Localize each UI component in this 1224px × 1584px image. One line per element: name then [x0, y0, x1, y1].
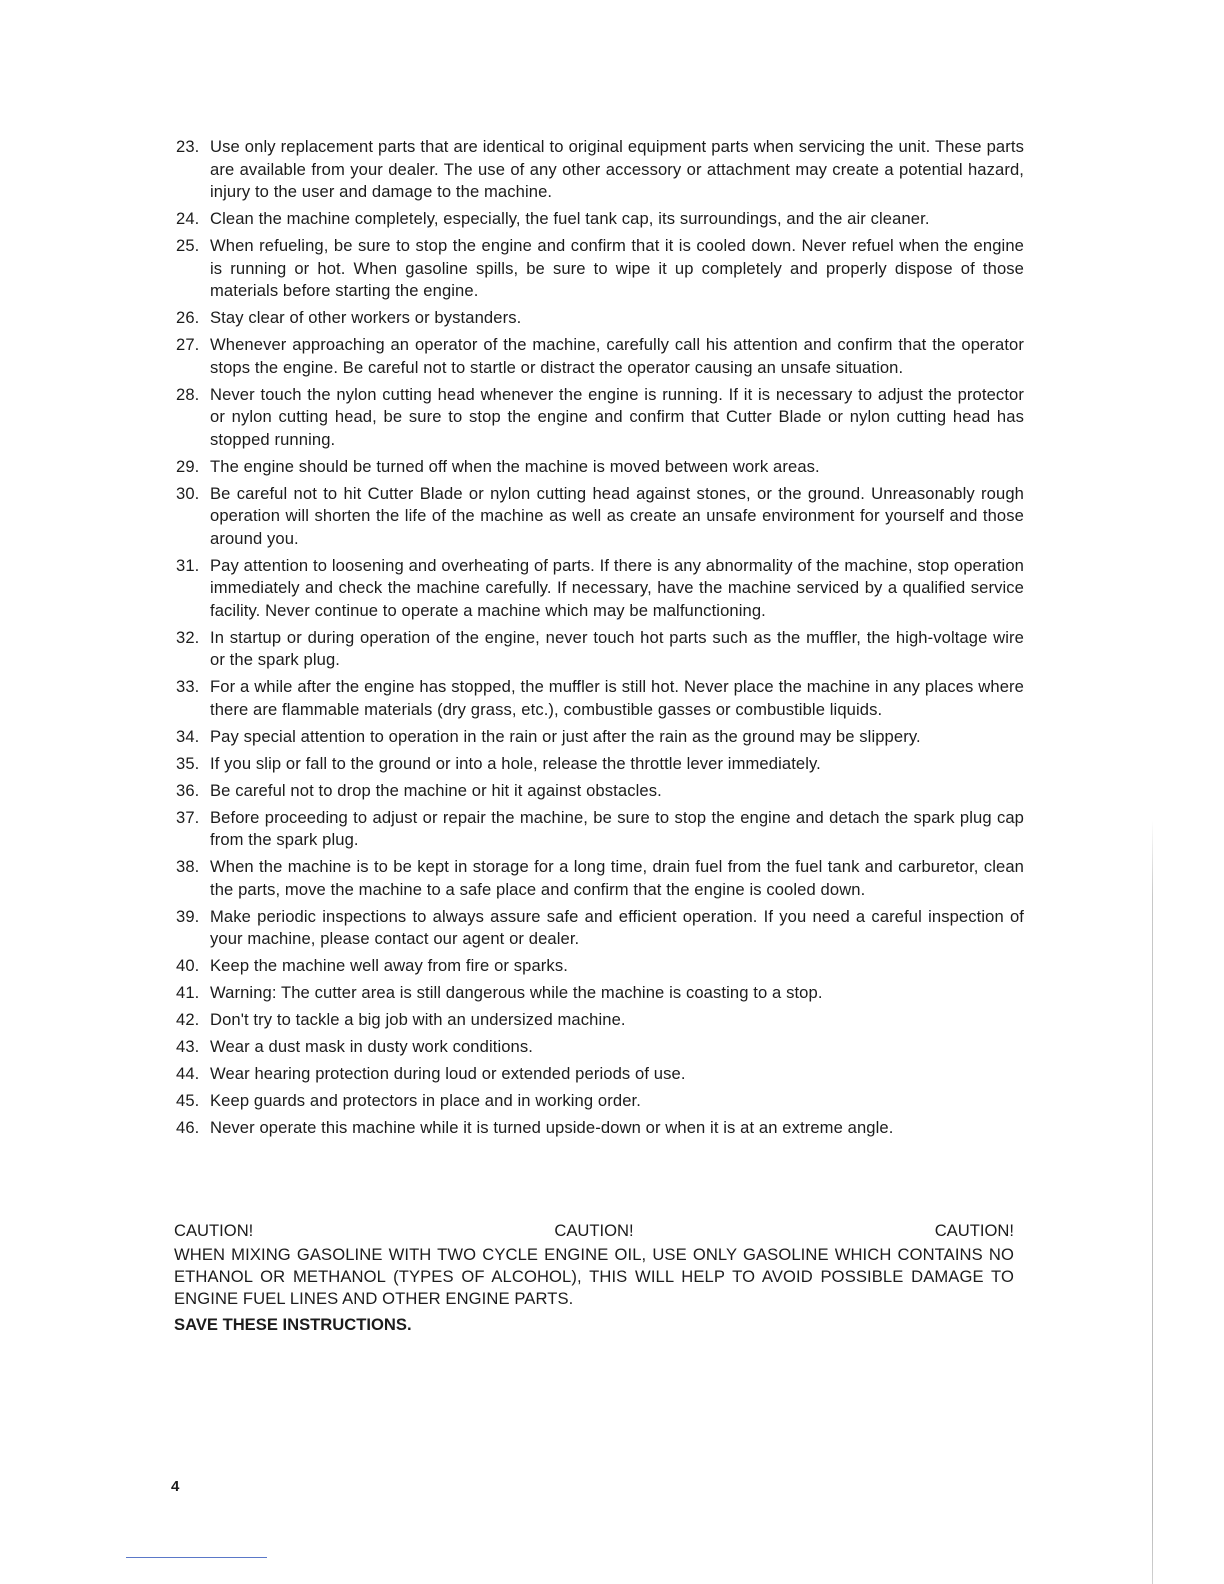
list-item [176, 780, 1024, 803]
item-text: Keep the machine well away from fire or sparks. [210, 956, 568, 975]
item-text: Pay attention to loosening and overheating of parts. If there is any abnormality of the machine, stop operation immediately and check the machine carefully. If necessary, have the machine serviced by a qualified service facility. Never continue to operate a machine which may be malfunctioning. [210, 555, 1024, 620]
item-number: 38. [176, 857, 200, 876]
item-text: Wear hearing protection during loud or extended periods of use. [210, 1064, 686, 1083]
list-item [176, 1063, 1024, 1086]
item-number: 41. [176, 983, 200, 1002]
item-text: Stay clear of other workers or bystanders. [210, 308, 522, 327]
list-item [176, 456, 1024, 479]
item-text: Never touch the nylon cutting head whenever the engine is running. If it is necessary to adjust the protector or nylon cutting head, be sure to stop the engine and confirm that Cutter Blade or nylon cutting head has stopped running. [210, 384, 1024, 449]
item-number: 29. [176, 456, 200, 476]
caution-heading-row [174, 1218, 1014, 1244]
list-item [176, 208, 1024, 231]
item-text: For a while after the engine has stopped, the muffler is still hot. Never place the machine in any places where there are flammable materials (dry grass, etc.), combustible gasses or combustible liquids. [210, 677, 1024, 719]
scan-edge-line [1152, 820, 1153, 1584]
item-number: 30. [176, 483, 200, 503]
item-text: When refueling, be sure to stop the engine and confirm that it is cooled down. Never refuel when the engine is running or hot. When gasoline spills, be sure to wipe it up completely and properly dispose of those materials before starting the engine. [210, 236, 1024, 300]
item-text: Clean the machine completely, especially, the fuel tank cap, its surroundings, and the air cleaner. [210, 209, 930, 228]
list-item [176, 1117, 1024, 1140]
item-number: 27. [176, 335, 200, 354]
list-item [176, 753, 1024, 776]
caution-label: CAUTION! [554, 1221, 634, 1240]
item-text: Keep guards and protectors in place and in working order. [210, 1091, 641, 1110]
item-number: 34. [176, 726, 200, 746]
item-text: Use only replacement parts that are identical to original equipment parts when servicing the unit. These parts are available from your dealer. The use of any other accessory or attachment may create a potential hazard, injury to the user and damage to the machine. [210, 137, 1024, 201]
list-item [176, 676, 1024, 721]
item-text: If you slip or fall to the ground or into a hole, release the throttle lever immediately. [210, 753, 821, 773]
item-text: Make periodic inspections to always assure safe and efficient operation. If you need a careful inspection of your machine, please contact our agent or dealer. [210, 906, 1024, 948]
list-item [176, 906, 1024, 951]
safety-instructions-list [176, 136, 1024, 1144]
list-item [176, 807, 1024, 852]
item-text: Never operate this machine while it is turned upside-down or when it is at an extreme angle. [210, 1118, 894, 1137]
save-instructions-heading: SAVE THESE INSTRUCTIONS. [174, 1315, 412, 1334]
list-item [176, 307, 1024, 330]
item-number: 25. [176, 236, 200, 255]
list-item [176, 555, 1024, 623]
item-text: Wear a dust mask in dusty work conditions. [210, 1037, 533, 1056]
item-number: 28. [176, 384, 200, 404]
list-item [176, 982, 1024, 1005]
item-text: When the machine is to be kept in storage for a long time, drain fuel from the fuel tank and carburetor, clean the parts, move the machine to a safe place and confirm that the engine is cooled down. [210, 857, 1024, 899]
list-item [176, 627, 1024, 672]
item-number: 35. [176, 753, 200, 773]
item-number: 44. [176, 1064, 200, 1083]
item-number: 40. [176, 956, 200, 975]
item-text: Warning: The cutter area is still dangerous while the machine is coasting to a stop. [210, 983, 823, 1002]
item-number: 33. [176, 677, 200, 696]
item-number: 36. [176, 780, 200, 800]
item-number: 26. [176, 308, 200, 327]
item-text: Don't try to tackle a big job with an undersized machine. [210, 1010, 626, 1029]
caution-label: CAUTION! [934, 1221, 1014, 1240]
item-number: 23. [176, 137, 200, 156]
item-text: In startup or during operation of the engine, never touch hot parts such as the muffler, the high-voltage wire or the spark plug. [210, 627, 1024, 669]
item-number: 43. [176, 1037, 200, 1056]
list-item [176, 955, 1024, 978]
caution-label: CAUTION! [174, 1221, 254, 1240]
item-text: Be careful not to hit Cutter Blade or nylon cutting head against stones, or the ground. Unreasonably rough operation will shorten the life of the machine as well as create an unsafe environment for yourself and those around you. [210, 483, 1024, 548]
list-item [176, 483, 1024, 551]
item-number: 45. [176, 1091, 200, 1110]
list-item [176, 136, 1024, 204]
list-item [176, 1036, 1024, 1059]
item-number: 24. [176, 209, 200, 228]
item-text: The engine should be turned off when the machine is moved between work areas. [210, 456, 820, 476]
caution-block [174, 1218, 1014, 1336]
item-text: Be careful not to drop the machine or hit it against obstacles. [210, 780, 662, 800]
item-number: 31. [176, 555, 200, 575]
item-number: 46. [176, 1118, 200, 1137]
item-text: Before proceeding to adjust or repair the machine, be sure to stop the engine and detach the spark plug cap from the spark plug. [210, 807, 1024, 849]
list-item [176, 334, 1024, 379]
item-number: 39. [176, 906, 200, 926]
item-text: Whenever approaching an operator of the machine, carefully call his attention and confirm that the operator stops the engine. Be careful not to startle or distract the operator causing an unsafe situation. [210, 335, 1024, 377]
caution-text: WHEN MIXING GASOLINE WITH TWO CYCLE ENGINE OIL, USE ONLY GASOLINE WHICH CONTAINS NO ETHANOL OR METHANOL (TYPES OF ALCOHOL), THIS WILL HELP TO AVOID POSSIBLE DAMAGE TO ENGINE FUEL LINES AND OTHER ENGINE PARTS. [174, 1245, 1014, 1308]
list-item [176, 856, 1024, 901]
item-text: Pay special attention to operation in the rain or just after the rain as the ground may be slippery. [210, 726, 921, 746]
item-number: 42. [176, 1010, 200, 1029]
list-item [176, 384, 1024, 452]
list-item [176, 1009, 1024, 1032]
list-item [176, 726, 1024, 749]
list-item [176, 235, 1024, 303]
item-number: 37. [176, 807, 200, 827]
item-number: 32. [176, 627, 200, 647]
page-number: 4 [171, 1478, 180, 1495]
list-item [176, 1090, 1024, 1113]
bottom-divider [126, 1557, 267, 1558]
